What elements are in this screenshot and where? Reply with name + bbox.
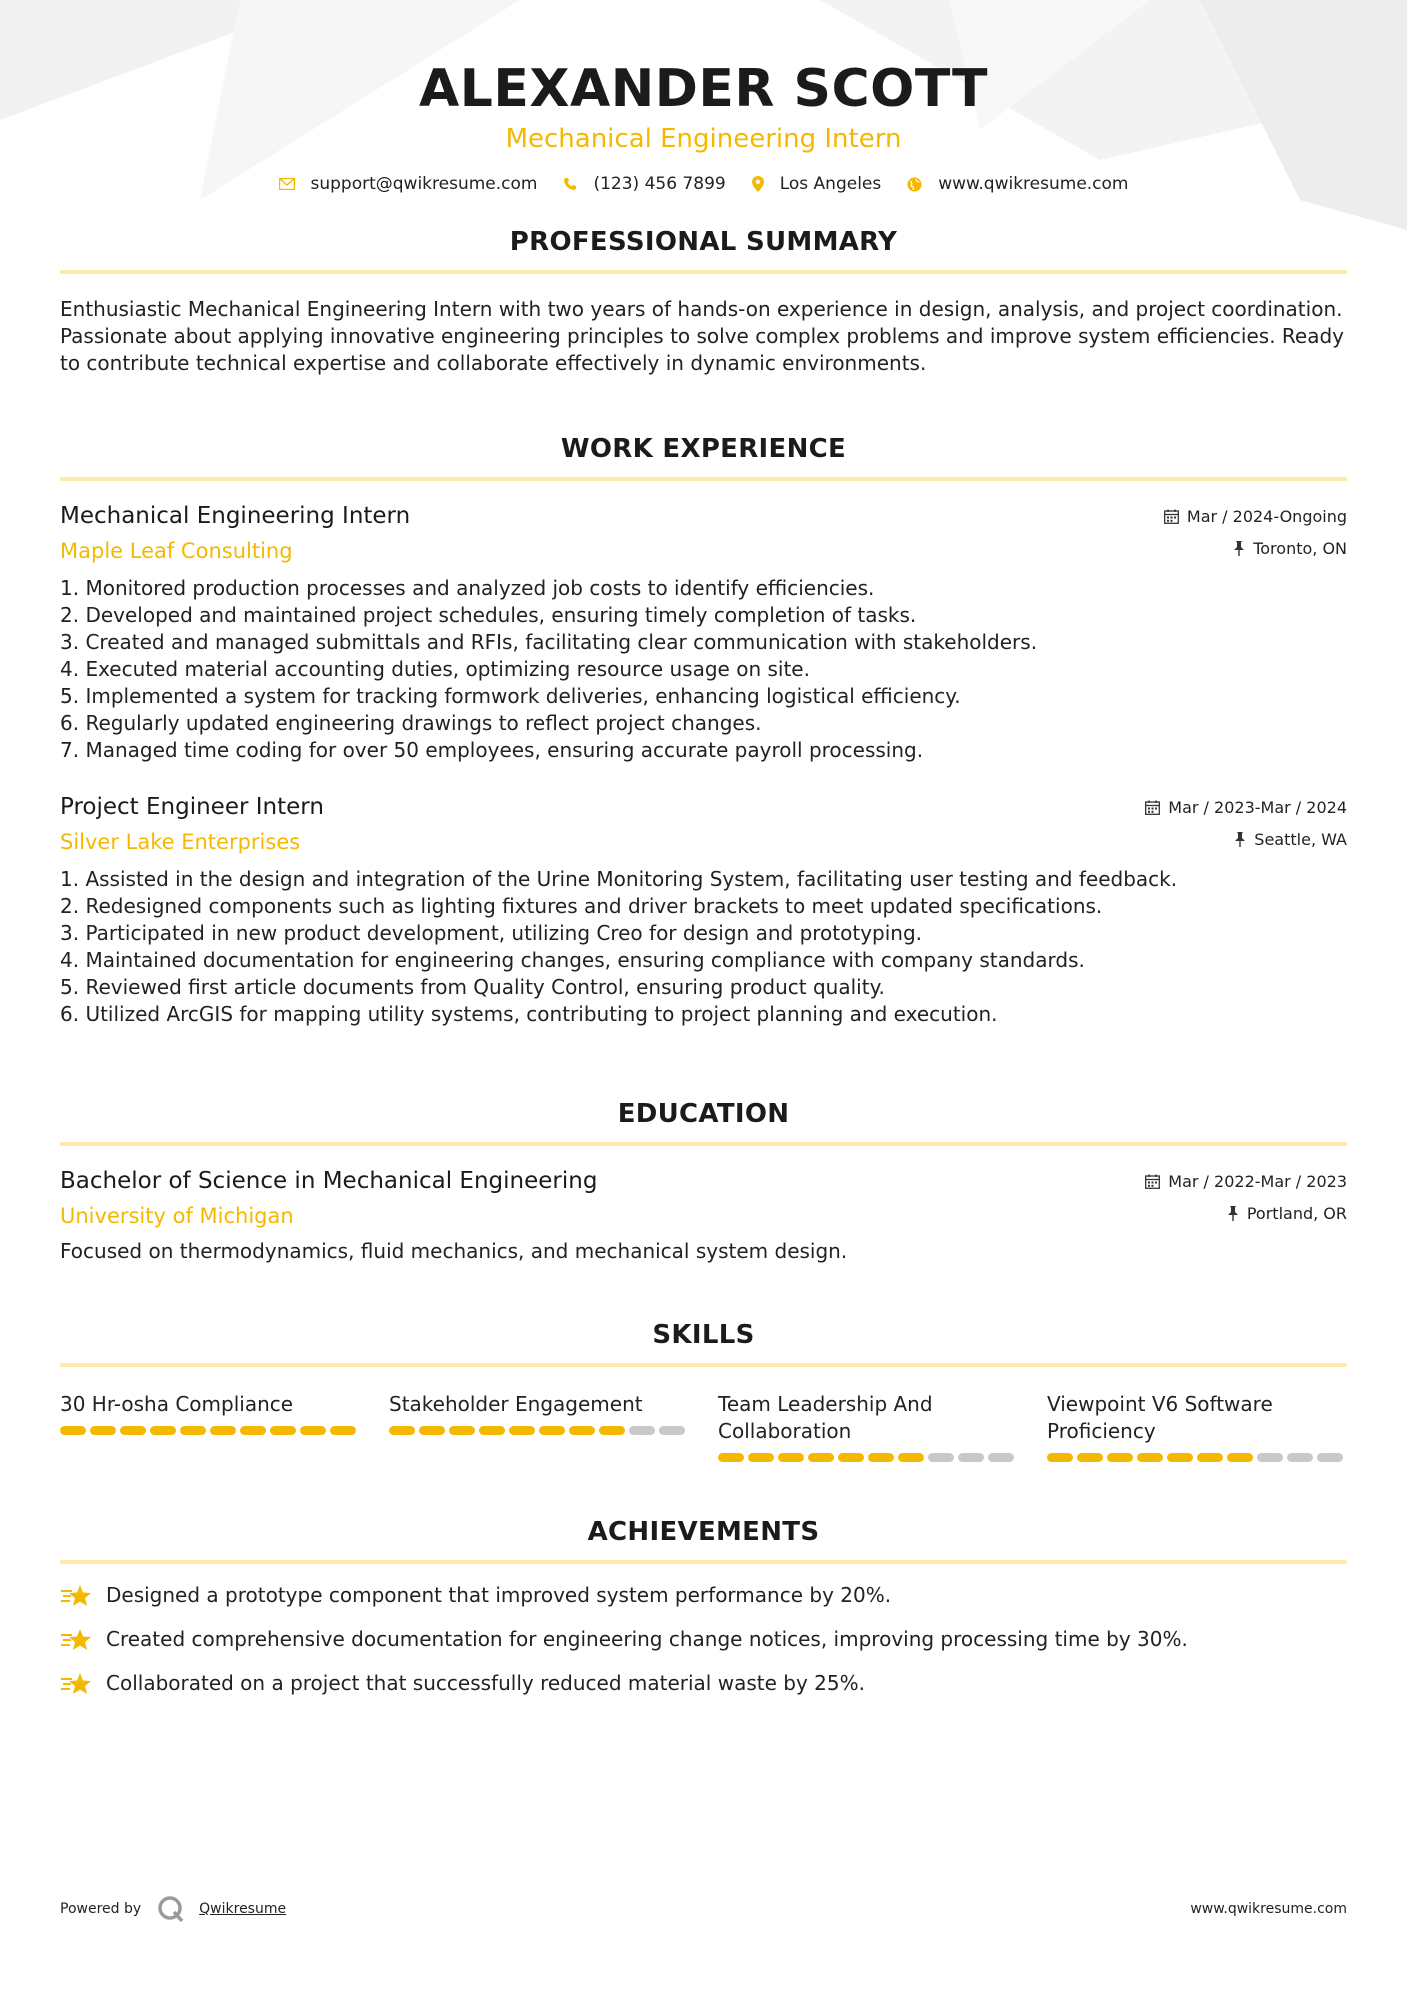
envelope-icon	[279, 178, 295, 190]
footer-website-link[interactable]: www.qwikresume.com	[1190, 1901, 1347, 1917]
skill-segment-empty	[629, 1426, 655, 1435]
skill-segment-filled	[60, 1426, 86, 1435]
section-divider	[60, 1560, 1347, 1564]
skill-segment-filled	[150, 1426, 176, 1435]
contact-email[interactable]	[279, 174, 538, 194]
skill-segment-filled	[539, 1426, 565, 1435]
skill-segment-filled	[90, 1426, 116, 1435]
list-item: 4. Maintained documentation for engineering changes, ensuring compliance with company standards.	[60, 948, 1085, 972]
summary-text: Enthusiastic Mechanical Engineering Intern with two years of hands-on experience in design, analysis, and project coordination. Passionate about applying innovative engineering principles to solve complex problems and improve system efficiencies. Ready to contribute technical expertise and collaborate effectively in dynamic environments.	[60, 297, 1345, 375]
skill-segment-filled	[120, 1426, 146, 1435]
globe-icon	[907, 177, 922, 192]
list-item: 6. Regularly updated engineering drawings to reflect project changes.	[60, 711, 762, 735]
job-title: Project Engineer Intern	[60, 794, 324, 820]
skill-item	[389, 1391, 689, 1462]
section-divider	[60, 477, 1347, 481]
skill-segment-empty	[1317, 1453, 1343, 1462]
skills-section	[60, 1319, 1347, 1462]
summary-section	[60, 226, 1347, 377]
skill-level-bar	[718, 1453, 1018, 1462]
list-item	[60, 1626, 1347, 1653]
list-item: 5. Implemented a system for tracking formwork deliveries, enhancing logistical efficiency.	[60, 684, 961, 708]
calendar-icon	[1145, 1174, 1160, 1189]
skill-name: Viewpoint V6 Software Proficiency	[1047, 1392, 1273, 1443]
skill-segment-filled	[778, 1453, 804, 1462]
skill-segment-filled	[240, 1426, 266, 1435]
list-item: 4. Executed material accounting duties, optimizing resource usage on site.	[60, 657, 810, 681]
list-item: 1. Monitored production processes and analyzed job costs to identify efficiencies.	[60, 576, 875, 600]
skill-segment-filled	[210, 1426, 236, 1435]
qwikresume-logo-icon	[157, 1895, 185, 1923]
experience-section	[60, 433, 1347, 1028]
skill-segment-filled	[1107, 1453, 1133, 1462]
education-entry	[60, 1168, 1347, 1265]
skill-item	[60, 1391, 360, 1462]
shooting-star-icon	[60, 1583, 92, 1609]
brand-link[interactable]: Qwikresume	[199, 1901, 287, 1917]
pushpin-icon	[1234, 832, 1246, 847]
skills-grid	[60, 1391, 1347, 1462]
skill-segment-filled	[419, 1426, 445, 1435]
calendar-icon	[1164, 509, 1179, 524]
list-item: 5. Reviewed first article documents from Quality Control, ensuring product quality.	[60, 975, 885, 999]
education-dates	[1145, 1172, 1347, 1191]
education-dates-text: Mar / 2022-Mar / 2023	[1168, 1171, 1347, 1191]
skill-item	[1047, 1391, 1347, 1462]
job-entry	[60, 503, 1347, 764]
education-location-text: Portland, OR	[1246, 1203, 1347, 1223]
skill-segment-filled	[270, 1426, 296, 1435]
skill-segment-filled	[1197, 1453, 1223, 1462]
list-item: 7. Managed time coding for over 50 employees, ensuring accurate payroll processing.	[60, 738, 924, 762]
skill-item	[718, 1391, 1018, 1462]
section-divider	[60, 1142, 1347, 1146]
skill-segment-empty	[958, 1453, 984, 1462]
achievements-list	[60, 1582, 1347, 1697]
company-name: Silver Lake Enterprises	[60, 830, 301, 854]
contact-website[interactable]	[907, 174, 1128, 194]
phone-icon	[563, 177, 577, 191]
achievement-text: Designed a prototype component that improved system performance by 20%.	[106, 1583, 892, 1607]
job-dates-text: Mar / 2024-Ongoing	[1186, 506, 1347, 526]
skill-segment-filled	[180, 1426, 206, 1435]
contact-email-text: support@qwikresume.com	[310, 174, 538, 194]
job-dates	[1164, 507, 1347, 526]
contact-phone-text: (123) 456 7899	[593, 174, 726, 194]
list-item: 2. Developed and maintained project schedules, ensuring timely completion of tasks.	[60, 603, 917, 627]
shooting-star-icon	[60, 1627, 92, 1653]
job-responsibilities	[60, 575, 1347, 764]
skill-segment-filled	[868, 1453, 894, 1462]
skill-segment-filled	[1227, 1453, 1253, 1462]
skill-segment-filled	[569, 1426, 595, 1435]
calendar-icon	[1145, 800, 1160, 815]
skill-segment-empty	[659, 1426, 685, 1435]
school-name: University of Michigan	[60, 1204, 294, 1228]
skill-segment-filled	[808, 1453, 834, 1462]
skill-level-bar	[1047, 1453, 1347, 1462]
skill-name: 30 Hr-osha Compliance	[60, 1392, 294, 1416]
summary-heading: PROFESSIONAL SUMMARY	[509, 227, 898, 257]
section-divider	[60, 1363, 1347, 1367]
powered-by-label: Powered by	[60, 1901, 142, 1917]
job-location-text: Seattle, WA	[1254, 829, 1347, 849]
experience-heading: WORK EXPERIENCE	[560, 434, 847, 464]
skill-segment-filled	[1137, 1453, 1163, 1462]
job-title: Mechanical Engineering Intern	[60, 503, 411, 529]
achievements-section	[60, 1516, 1347, 1697]
skill-segment-filled	[1077, 1453, 1103, 1462]
contact-bar	[60, 174, 1347, 194]
skills-heading: SKILLS	[652, 1320, 755, 1350]
list-item: 2. Redesigned components such as lighting fixtures and driver brackets to meet updated specifications.	[60, 894, 1103, 918]
powered-by	[60, 1895, 286, 1923]
skill-segment-filled	[300, 1426, 326, 1435]
skill-name: Stakeholder Engagement	[389, 1392, 643, 1416]
skill-level-bar	[389, 1426, 689, 1435]
job-dates	[1145, 798, 1347, 817]
pushpin-icon	[1233, 541, 1245, 556]
page-footer	[60, 1895, 1347, 1923]
skill-segment-filled	[838, 1453, 864, 1462]
skill-segment-empty	[1287, 1453, 1313, 1462]
map-pin-icon	[752, 176, 764, 192]
skill-segment-filled	[389, 1426, 415, 1435]
job-location	[1233, 539, 1347, 558]
achievement-text: Created comprehensive documentation for engineering change notices, improving processing time by 30%.	[106, 1627, 1188, 1651]
skill-segment-filled	[330, 1426, 356, 1435]
contact-location	[752, 174, 882, 194]
list-item	[60, 1582, 1347, 1609]
job-entry	[60, 794, 1347, 1028]
job-location	[1234, 830, 1347, 849]
education-description: Focused on thermodynamics, fluid mechanics, and mechanical system design.	[60, 1239, 848, 1263]
list-item: 6. Utilized ArcGIS for mapping utility systems, contributing to project planning and execution.	[60, 1002, 998, 1026]
candidate-name: ALEXANDER SCOTT	[418, 59, 989, 119]
skill-segment-filled	[479, 1426, 505, 1435]
contact-phone[interactable]	[563, 174, 725, 194]
list-item: 1. Assisted in the design and integration of the Urine Monitoring System, facilitating user testing and feedback.	[60, 867, 1178, 891]
contact-location-text: Los Angeles	[779, 174, 882, 194]
skill-segment-filled	[1167, 1453, 1193, 1462]
contact-website-text: www.qwikresume.com	[938, 174, 1129, 194]
education-section	[60, 1098, 1347, 1265]
education-location	[1227, 1204, 1347, 1223]
skill-segment-filled	[509, 1426, 535, 1435]
skill-segment-empty	[1257, 1453, 1283, 1462]
degree-title: Bachelor of Science in Mechanical Engineering	[60, 1168, 598, 1194]
candidate-title: Mechanical Engineering Intern	[505, 124, 902, 154]
shooting-star-icon	[60, 1671, 92, 1697]
skill-level-bar	[60, 1426, 360, 1435]
list-item: 3. Created and managed submittals and RFIs, facilitating clear communication with stakeholders.	[60, 630, 1038, 654]
skill-segment-filled	[718, 1453, 744, 1462]
resume-header	[60, 0, 1347, 194]
skill-segment-empty	[928, 1453, 954, 1462]
skill-segment-filled	[1047, 1453, 1073, 1462]
job-location-text: Toronto, ON	[1253, 538, 1347, 558]
pushpin-icon	[1227, 1206, 1239, 1221]
list-item: 3. Participated in new product development, utilizing Creo for design and prototyping.	[60, 921, 923, 945]
achievements-heading: ACHIEVEMENTS	[587, 1517, 820, 1547]
skill-segment-filled	[898, 1453, 924, 1462]
job-dates-text: Mar / 2023-Mar / 2024	[1168, 797, 1347, 817]
skill-segment-filled	[748, 1453, 774, 1462]
skill-segment-empty	[988, 1453, 1014, 1462]
skill-name: Team Leadership And Collaboration	[718, 1392, 933, 1443]
education-heading: EDUCATION	[617, 1099, 790, 1129]
achievement-text: Collaborated on a project that successfully reduced material waste by 25%.	[106, 1671, 865, 1695]
company-name: Maple Leaf Consulting	[60, 539, 293, 563]
list-item	[60, 1670, 1347, 1697]
skill-segment-filled	[599, 1426, 625, 1435]
job-responsibilities	[60, 866, 1347, 1028]
skill-segment-filled	[449, 1426, 475, 1435]
section-divider	[60, 270, 1347, 274]
